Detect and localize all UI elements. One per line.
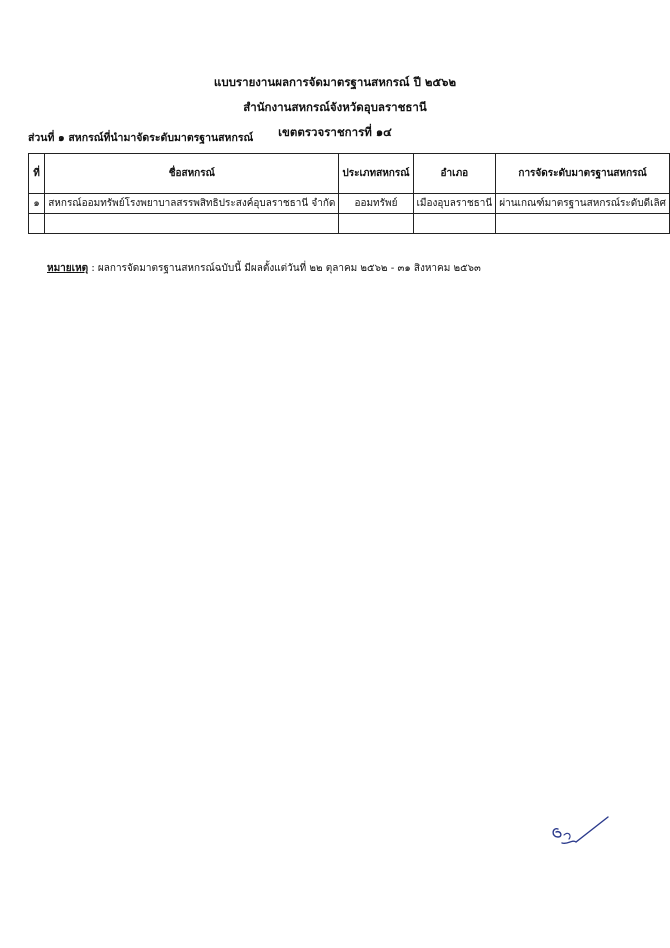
report-title: แบบรายงานผลการจัดมาตรฐานสหกรณ์ ปี ๒๕๖๒ [213, 75, 457, 89]
cell-no [29, 214, 45, 234]
cell-no: ๑ [29, 194, 45, 214]
office-name: สำนักงานสหกรณ์จังหวัดอุบลราชธานี [243, 100, 427, 114]
cell-district: เมืองอุบลราชธานี [413, 194, 496, 214]
col-header-name: ชื่อสหกรณ์ [45, 154, 339, 194]
table-header-row [29, 154, 670, 194]
cell-type [339, 214, 413, 234]
signature-mark [548, 815, 612, 857]
cell-standard [496, 214, 670, 234]
col-header-standard: การจัดระดับมาตรฐานสหกรณ์ [496, 154, 670, 194]
cell-standard: ผ่านเกณฑ์มาตรฐานสหกรณ์ระดับดีเลิศ [496, 194, 670, 214]
remark [47, 261, 481, 276]
cooperative-table [28, 153, 670, 234]
section-title: ส่วนที่ ๑ สหกรณ์ที่นำมาจัดระดับมาตรฐานสหกรณ์ [28, 132, 254, 144]
table-row [29, 214, 670, 234]
cell-district [413, 214, 496, 234]
inspection-region: เขตตรวจราชการที่ ๑๔ [278, 125, 392, 139]
remark-label: หมายเหตุ [47, 263, 89, 274]
col-header-no: ที่ [29, 154, 45, 194]
col-header-type: ประเภทสหกรณ์ [339, 154, 413, 194]
table-row [29, 194, 670, 214]
cell-name: สหกรณ์ออมทรัพย์โรงพยาบาลสรรพสิทธิประสงค์อุบลราชธานี จำกัด [45, 194, 339, 214]
remark-text: : ผลการจัดมาตรฐานสหกรณ์ฉบับนี้ มีผลตั้งแต่วันที่ ๒๒ ตุลาคม ๒๕๖๒ - ๓๑ สิงหาคม ๒๕๖๓ [88, 263, 481, 274]
cell-type: ออมทรัพย์ [339, 194, 413, 214]
cell-name [45, 214, 339, 234]
col-header-district: อำเภอ [413, 154, 496, 194]
